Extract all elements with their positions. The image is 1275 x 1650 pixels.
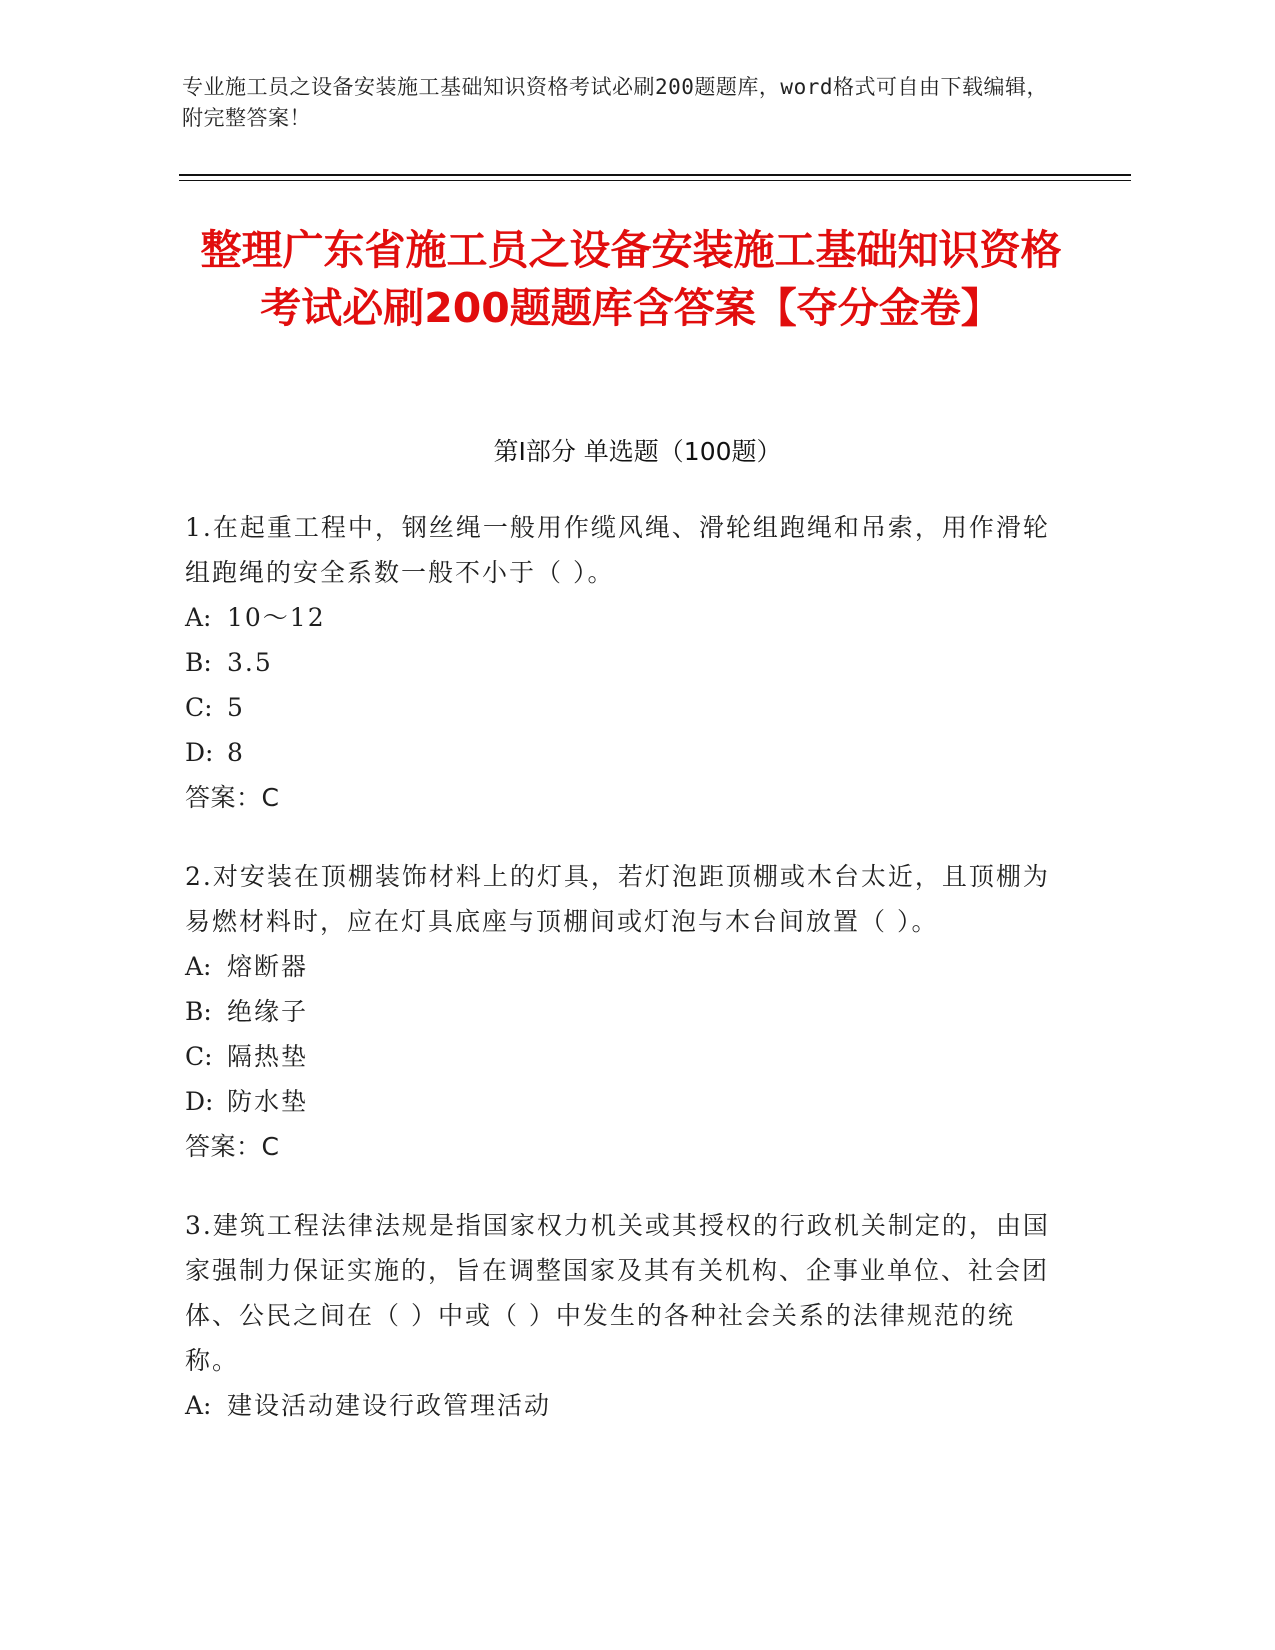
option-text: 绝缘子: [227, 997, 309, 1026]
option-a: [185, 1383, 1065, 1428]
option-key: C:: [185, 1042, 213, 1071]
question-block: [185, 505, 1065, 820]
answer-line: 答案：C: [185, 783, 280, 812]
answer-line: 答案：C: [185, 1132, 280, 1161]
option-key: D:: [185, 1087, 214, 1116]
option-a: [185, 944, 1065, 989]
option-key: D:: [185, 738, 214, 767]
option-text: 熔断器: [227, 952, 309, 981]
option-key: A:: [185, 603, 212, 632]
option-text: 3.5: [227, 648, 273, 677]
option-c: [185, 685, 1065, 730]
option-text: 建设活动建设行政管理活动: [227, 1391, 552, 1420]
question-stem: 3.建筑工程法律法规是指国家权力机关或其授权的行政机关制定的，由国家强制力保证实施的，旨在调整国家及其有关机构、企事业单位、社会团体、公民之间在（ ）中或（ ）中发生的各种社会关系的法律规范的统称。: [185, 1211, 1050, 1375]
section-heading: 第Ⅰ部分 单选题（100题）: [493, 437, 782, 466]
option-key: A:: [185, 952, 212, 981]
option-text: 防水垫: [227, 1087, 309, 1116]
option-key: B:: [185, 997, 212, 1026]
document-title: 整理广东省施工员之设备安装施工基础知识资格考试必刷200题题库含答案【夺分金卷】: [200, 226, 1062, 332]
option-d: [185, 1079, 1065, 1124]
header-divider-thick: [179, 174, 1131, 176]
question-stem: 2.对安装在顶棚装饰材料上的灯具，若灯泡距顶棚或木台太近，且顶棚为易燃材料时，应在灯具底座与顶棚间或灯泡与木台间放置（ ）。: [185, 862, 1050, 936]
option-d: [185, 730, 1065, 775]
page-header: 专业施工员之设备安装施工基础知识资格考试必刷200题题库，word格式可自由下载编辑，附完整答案！: [182, 75, 1048, 130]
option-text: 隔热垫: [227, 1042, 309, 1071]
question-block: [185, 854, 1065, 1169]
option-key: B:: [185, 648, 212, 677]
option-key: C:: [185, 693, 213, 722]
option-c: [185, 1034, 1065, 1079]
header-divider-thin: [179, 180, 1131, 181]
option-b: [185, 989, 1065, 1034]
option-key: A:: [185, 1391, 212, 1420]
question-stem: 1.在起重工程中，钢丝绳一般用作缆风绳、滑轮组跑绳和吊索，用作滑轮组跑绳的安全系数一般不小于（ ）。: [185, 513, 1050, 587]
question-block: [185, 1203, 1065, 1428]
option-text: 8: [227, 738, 245, 767]
option-a: [185, 595, 1065, 640]
option-b: [185, 640, 1065, 685]
option-text: 10～12: [227, 603, 326, 632]
option-text: 5: [227, 693, 245, 722]
